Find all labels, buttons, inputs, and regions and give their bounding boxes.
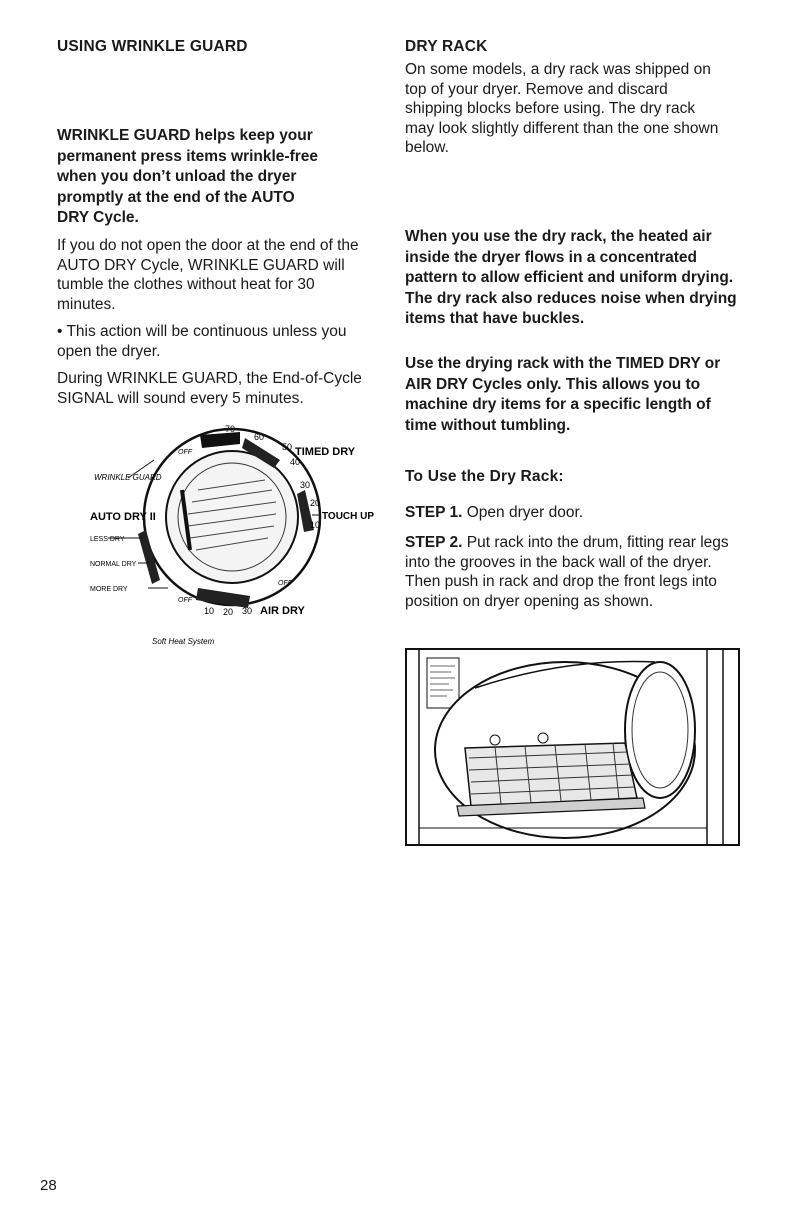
timed-dry-label: TIMED DRY — [295, 446, 356, 458]
soft-heat-caption: Soft Heat System — [152, 637, 215, 646]
svg-text:40: 40 — [290, 457, 301, 467]
timed-wedge-top — [200, 432, 240, 448]
dryer-control-dial-illustration — [90, 420, 390, 660]
right-heading: DRY RACK — [405, 38, 488, 55]
wrinkle-guard-dial-label: WRINKLE GUARD — [94, 473, 162, 482]
svg-text:70: 70 — [225, 424, 236, 434]
air-dry-label: AIR DRY — [260, 605, 305, 617]
step1-text: Open dryer door. — [462, 504, 584, 521]
step2-text: Put rack into the drum, fitting rear legs into the grooves in the back wall of the dryer. Then push in rack and drop the front legs into position on dryer opening as shown. — [405, 534, 729, 610]
wrinkle-guard-para2: During WRINKLE GUARD, the End-of-Cycle SIGNAL will sound every 5 minutes. — [57, 370, 362, 407]
dry-rack-subheading: To Use the Dry Rack: — [405, 468, 564, 485]
step1 — [405, 503, 735, 523]
page-number: 28 — [40, 1177, 57, 1194]
svg-text:30: 30 — [242, 606, 253, 616]
svg-text:50: 50 — [282, 442, 293, 452]
more-dry-label: MORE DRY — [90, 586, 128, 593]
svg-text:OFF: OFF — [178, 449, 192, 456]
step2-label: STEP 2. — [405, 534, 463, 551]
dry-rack-illustration — [405, 648, 740, 846]
dry-rack-bold2: Use the drying rack with the TIMED DRY or AIR DRY Cycles only. This allows you to machine dry items for a specific length of time without tumbling. — [405, 355, 721, 434]
svg-text:10: 10 — [310, 520, 321, 530]
wrinkle-guard-bullet: • This action will be continuous unless you open the dryer. — [57, 323, 347, 360]
left-heading: USING WRINKLE GUARD — [57, 38, 248, 55]
svg-text:20: 20 — [310, 498, 321, 508]
wrinkle-guard-lead: WRINKLE GUARD helps keep your permanent press items wrinkle-free when you don’t unload the dryer promptly at the end of the AUTO DRY Cycle. — [57, 127, 319, 226]
touch-up-label: TOUCH UP — [322, 511, 375, 522]
step2 — [405, 533, 740, 611]
dry-rack-intro: On some models, a dry rack was shipped on top of your dryer. Remove and discard shipping blocks before using. The dry rack may look slightly different than the one shown below. — [405, 61, 719, 156]
dry-rack-bold1: When you use the dry rack, the heated air inside the dryer flows in a concentrated pattern to allow efficient and uniform drying. The dry rack also reduces noise when drying items that have buckles. — [405, 228, 737, 327]
less-dry-label: LESS DRY — [90, 536, 125, 543]
svg-text:OFF: OFF — [178, 597, 192, 604]
svg-text:OFF: OFF — [278, 580, 292, 587]
auto-dry-label: AUTO DRY II — [90, 511, 156, 523]
svg-text:10: 10 — [204, 606, 215, 616]
step1-label: STEP 1. — [405, 504, 463, 521]
normal-dry-label: NORMAL DRY — [90, 561, 137, 568]
svg-text:30: 30 — [300, 480, 311, 490]
wrinkle-guard-para1: If you do not open the door at the end of the AUTO DRY Cycle, WRINKLE GUARD will tumble the clothes without heat for 30 minutes. — [57, 237, 359, 313]
svg-text:20: 20 — [223, 607, 234, 617]
svg-text:60: 60 — [254, 432, 265, 442]
